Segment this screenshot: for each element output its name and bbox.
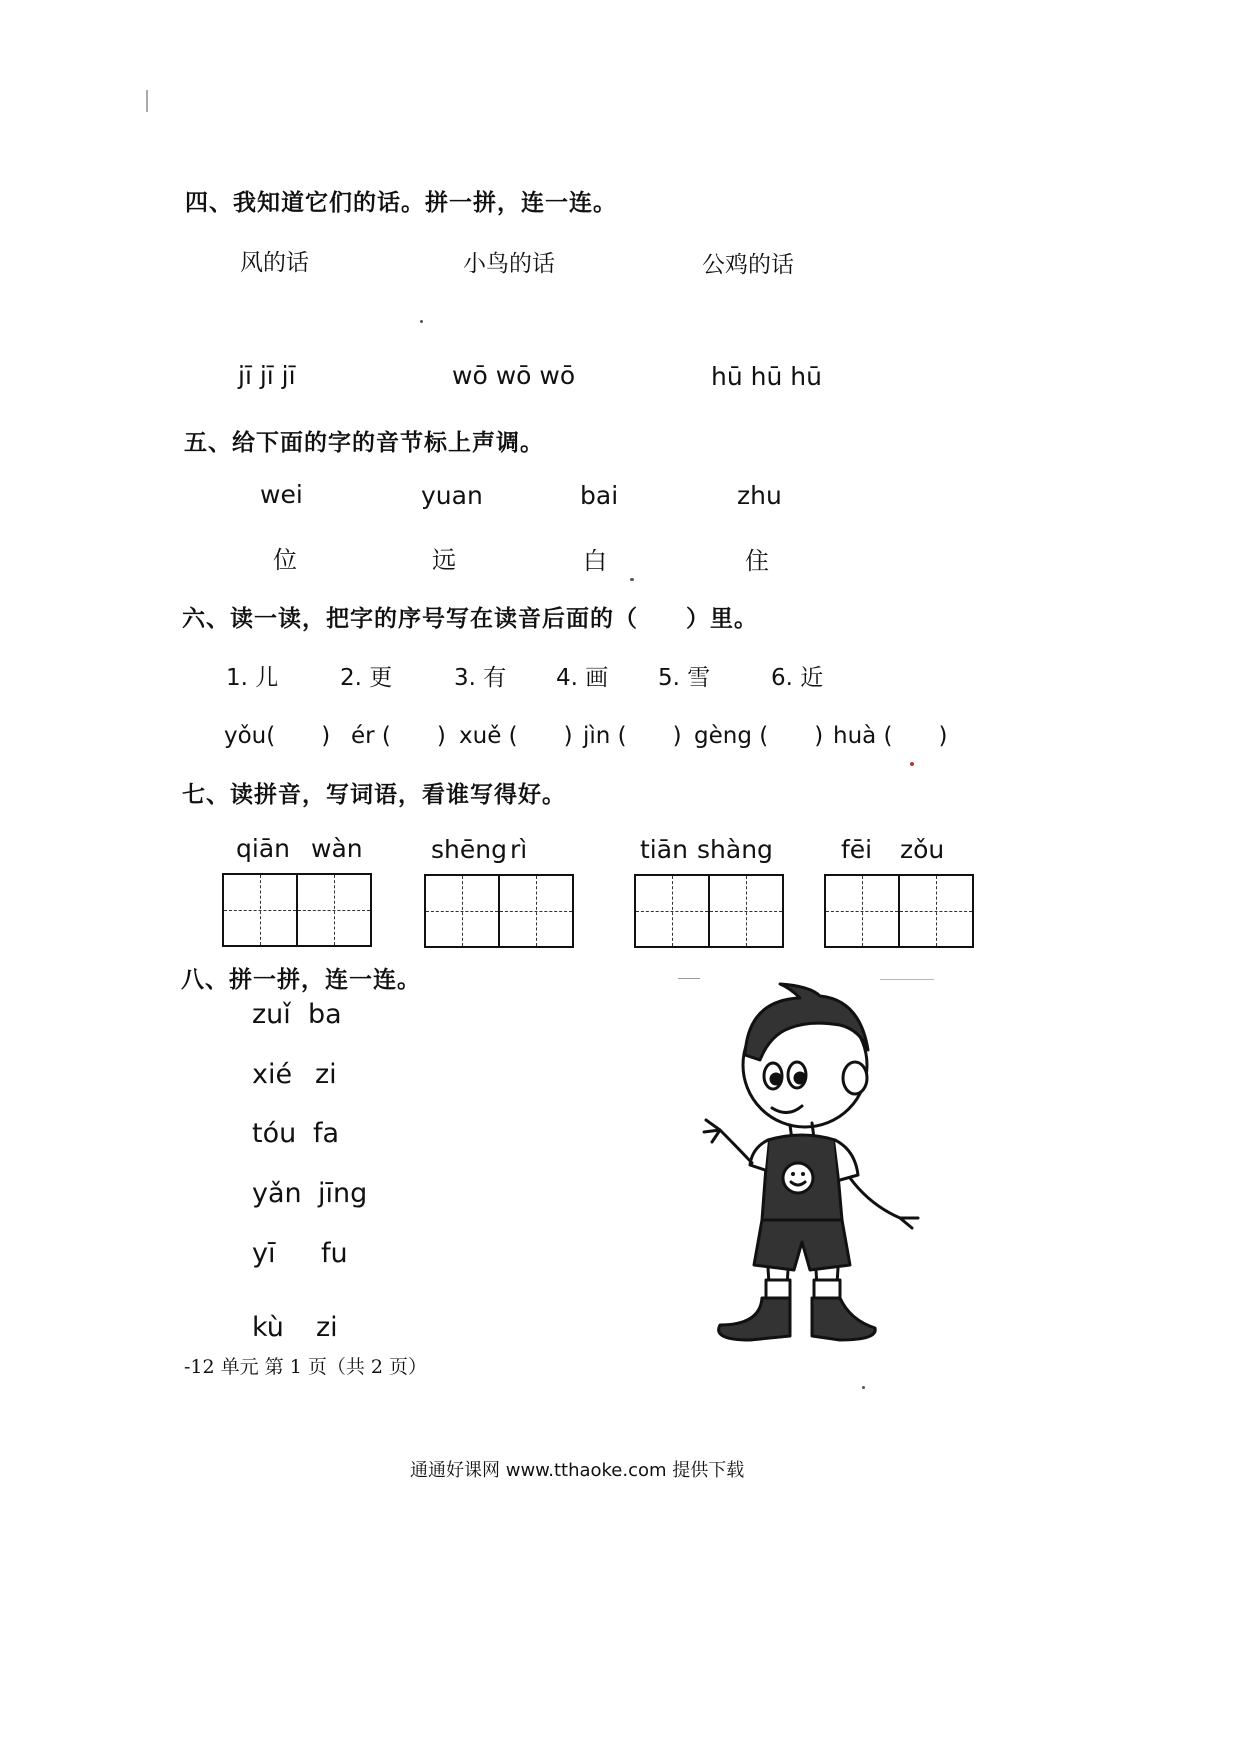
section-6-title: 六、读一读，把字的序号写在读音后面的（ ）里。 bbox=[182, 606, 758, 632]
pinyin-wo: wō wō wō bbox=[452, 361, 576, 390]
blank-you[interactable]: yǒu( ) bbox=[224, 723, 331, 749]
option-4: 4. 画 bbox=[556, 665, 609, 691]
char-zhu: 住 bbox=[745, 547, 769, 575]
pinyin-tian: tiān bbox=[640, 835, 688, 864]
pinyin-yuan: yuan bbox=[421, 481, 483, 510]
pinyin-yan: yǎn bbox=[252, 1178, 302, 1209]
blank-hua[interactable]: huà ( ) bbox=[833, 723, 948, 749]
pinyin-yi: yī bbox=[252, 1238, 276, 1269]
pinyin-zi-2: zi bbox=[316, 1312, 338, 1343]
pinyin-qian: qiān bbox=[236, 834, 290, 863]
blank-jin[interactable]: jìn ( ) bbox=[583, 723, 682, 749]
pinyin-ji: jī jī jī bbox=[238, 361, 296, 390]
pinyin-wan: wàn bbox=[311, 834, 363, 863]
option-5: 5. 雪 bbox=[658, 665, 711, 691]
pinyin-sheng: shēng bbox=[431, 835, 507, 864]
pinyin-fei: fēi bbox=[841, 835, 873, 864]
scan-speck bbox=[910, 762, 914, 766]
char-yuan: 远 bbox=[432, 546, 456, 574]
pinyin-fu: fu bbox=[321, 1238, 348, 1269]
pinyin-zou: zǒu bbox=[900, 835, 945, 864]
section-4-title: 四、我知道它们的话。拼一拼，连一连。 bbox=[185, 190, 617, 216]
blank-geng[interactable]: gèng ( ) bbox=[694, 723, 824, 749]
writing-grid-tianshang[interactable] bbox=[634, 874, 784, 948]
pinyin-ba: ba bbox=[308, 999, 342, 1030]
pinyin-shang: shàng bbox=[697, 835, 773, 864]
scan-speck bbox=[630, 578, 634, 581]
pinyin-zi-1: zi bbox=[315, 1059, 337, 1090]
pinyin-jing: jīng bbox=[318, 1178, 368, 1209]
word-wind: 风的话 bbox=[240, 250, 309, 276]
char-bai: 白 bbox=[583, 547, 607, 575]
scan-speck bbox=[862, 1386, 865, 1389]
pinyin-hu: hū hū hū bbox=[711, 362, 822, 391]
writing-grid-qianwan[interactable] bbox=[222, 873, 372, 947]
scan-line bbox=[880, 979, 934, 980]
pinyin-ri: rì bbox=[510, 835, 528, 864]
blank-er[interactable]: ér ( ) bbox=[351, 723, 446, 749]
pinyin-ku: kù bbox=[252, 1312, 284, 1343]
writing-grid-feizou[interactable] bbox=[824, 874, 974, 948]
pinyin-wei: wei bbox=[260, 480, 303, 509]
scan-line bbox=[678, 978, 700, 979]
pinyin-zui: zuǐ bbox=[252, 999, 291, 1030]
section-8-title: 八、拼一拼，连一连。 bbox=[181, 967, 421, 993]
char-wei: 位 bbox=[273, 546, 297, 574]
writing-grid-shengri[interactable] bbox=[424, 874, 574, 948]
word-rooster: 公鸡的话 bbox=[702, 252, 794, 278]
blank-xue[interactable]: xuě ( ) bbox=[459, 723, 573, 749]
scan-mark bbox=[146, 90, 148, 112]
page-number: -12 单元 第 1 页（共 2 页） bbox=[184, 1356, 428, 1378]
footer-site: 通通好课网 www.tthaoke.com 提供下载 bbox=[410, 1460, 745, 1481]
option-6: 6. 近 bbox=[771, 665, 824, 691]
pinyin-fa: fa bbox=[313, 1118, 340, 1149]
pinyin-tou: tóu bbox=[252, 1118, 297, 1149]
cartoon-boy-icon bbox=[690, 980, 940, 1350]
pinyin-bai: bai bbox=[580, 481, 619, 510]
section-7-title: 七、读拼音，写词语，看谁写得好。 bbox=[182, 782, 566, 808]
option-1: 1. 儿 bbox=[226, 665, 279, 691]
pinyin-zhu: zhu bbox=[737, 481, 782, 510]
option-3: 3. 有 bbox=[454, 665, 507, 691]
pinyin-xie: xié bbox=[252, 1059, 293, 1090]
section-5-title: 五、给下面的字的音节标上声调。 bbox=[184, 430, 544, 456]
word-bird: 小鸟的话 bbox=[463, 251, 555, 277]
scan-speck bbox=[420, 320, 423, 323]
option-2: 2. 更 bbox=[340, 665, 393, 691]
